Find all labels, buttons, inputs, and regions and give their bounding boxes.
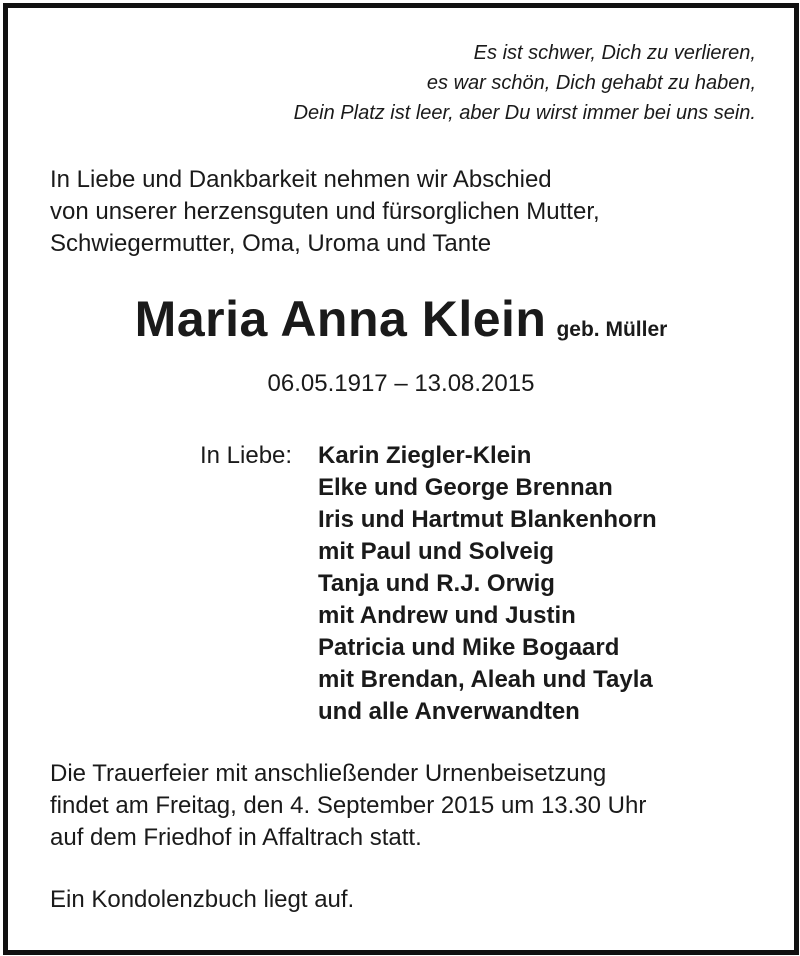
maiden-name: geb. Müller xyxy=(556,318,668,341)
mourner-entry: Karin Ziegler-Klein xyxy=(318,442,532,469)
mourners-label: In Liebe: xyxy=(200,442,293,469)
mourner-entry: mit Andrew und Justin xyxy=(318,602,576,629)
service-line: Die Trauerfeier mit anschließender Urnenbeisetzung xyxy=(50,760,607,787)
intro-text xyxy=(50,164,600,260)
service-line: findet am Freitag, den 4. September 2015 um 13.30 Uhr xyxy=(50,792,647,819)
intro-line: Schwiegermutter, Oma, Uroma und Tante xyxy=(50,230,492,257)
mourner-entry: und alle Anverwandten xyxy=(318,698,580,725)
mourner-entry: mit Brendan, Aleah und Tayla xyxy=(318,666,653,693)
poem-line: es war schön, Dich gehabt zu haben, xyxy=(426,72,756,94)
deceased-name-line xyxy=(8,290,794,348)
mourners-list xyxy=(318,440,657,728)
mourner-entry: Tanja und R.J. Orwig xyxy=(318,570,555,597)
mourner-entry: Elke und George Brennan xyxy=(318,474,613,501)
service-line: auf dem Friedhof in Affaltrach statt. xyxy=(50,824,422,851)
poem-line: Dein Platz ist leer, aber Du wirst immer bei uns sein. xyxy=(293,102,756,124)
obituary-notice xyxy=(3,3,799,955)
memorial-poem xyxy=(294,38,756,128)
poem-line: Es ist schwer, Dich zu verlieren, xyxy=(473,42,756,64)
mourner-entry: mit Paul und Solveig xyxy=(318,538,555,565)
deceased-name: Maria Anna Klein xyxy=(134,291,547,347)
intro-line: In Liebe und Dankbarkeit nehmen wir Abschied xyxy=(50,166,552,193)
intro-line: von unserer herzensguten und fürsorglichen Mutter, xyxy=(50,198,600,225)
mourner-entry: Patricia und Mike Bogaard xyxy=(318,634,620,661)
condolence-book-note: Ein Kondolenzbuch liegt auf. xyxy=(50,886,355,913)
life-dates: 06.05.1917 – 13.08.2015 xyxy=(267,370,535,397)
mourner-entry: Iris und Hartmut Blankenhorn xyxy=(318,506,657,533)
funeral-service-info xyxy=(50,758,646,854)
